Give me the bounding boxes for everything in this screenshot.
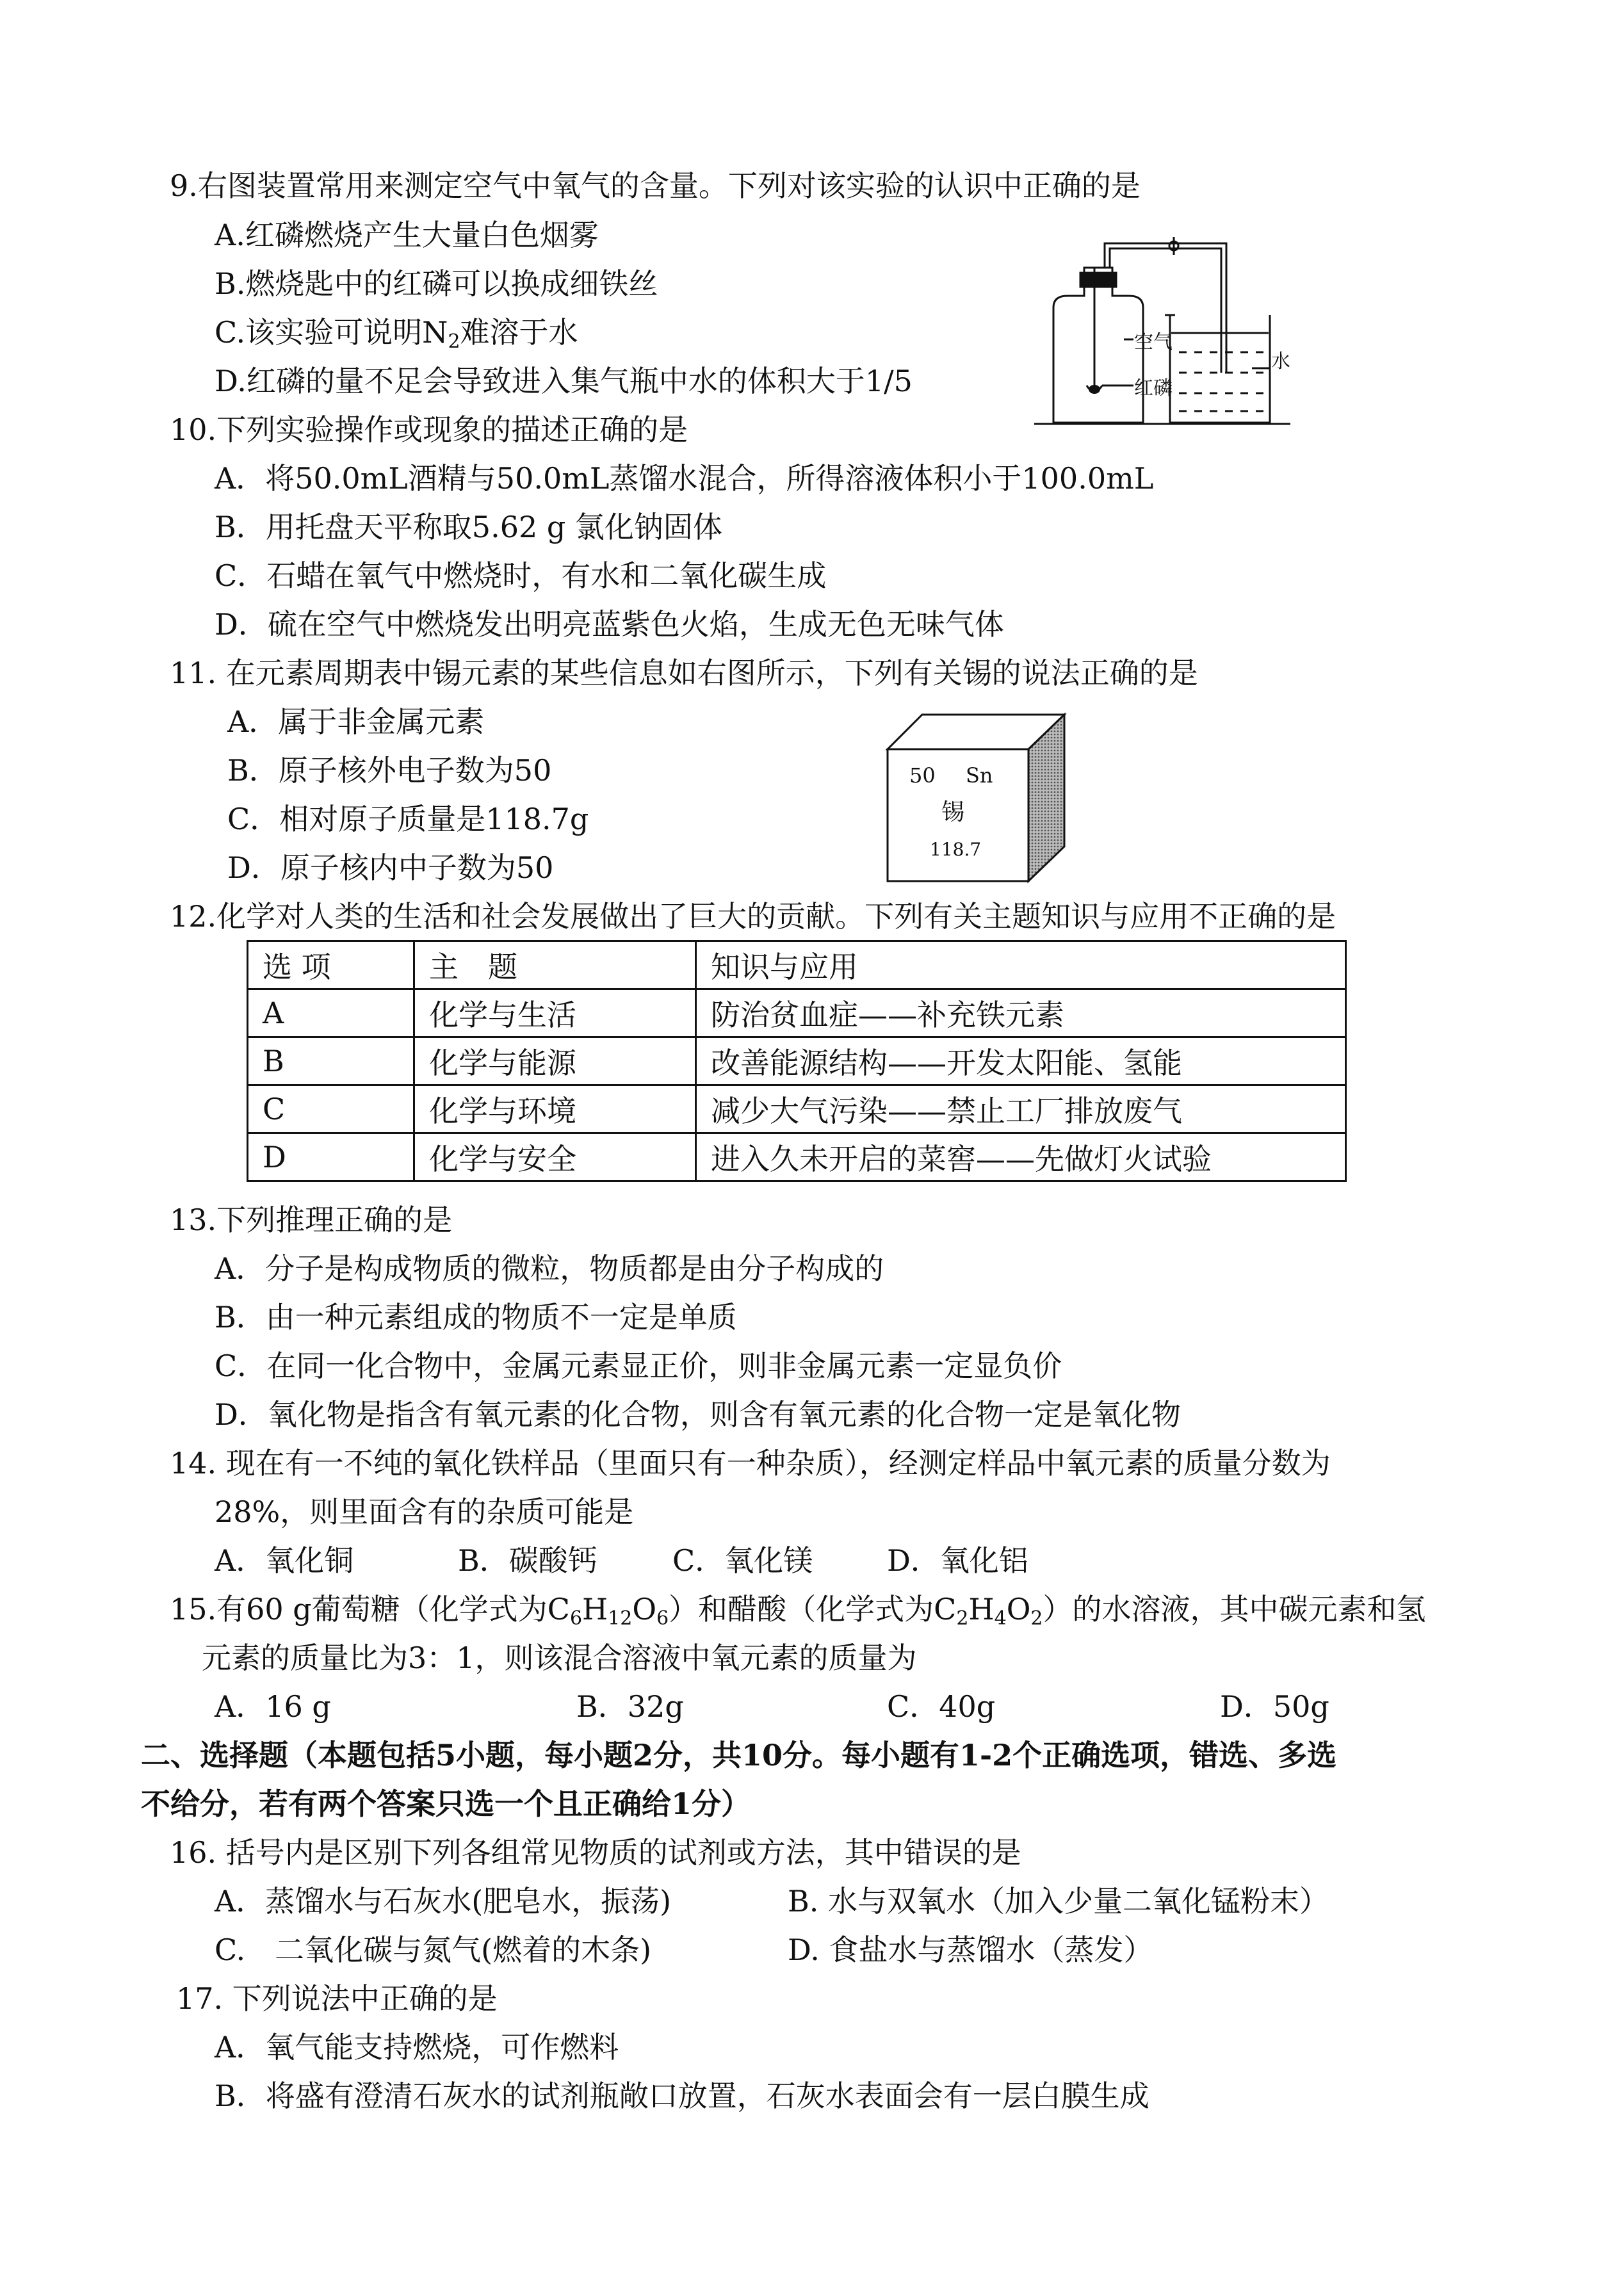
table-cell: D xyxy=(248,1133,414,1181)
q15-stem-line1 xyxy=(170,1592,1426,1630)
table-cell: 改善能源结构——开发太阳能、氢能 xyxy=(696,1037,1346,1085)
q11-option-d: D．原子核内中子数为50 xyxy=(227,850,554,885)
tin-symbol: Sn xyxy=(966,763,993,788)
section-2-heading-line1: 二、选择题（本题包括5小题，每小题2分，共10分。每小题有1-2个正确选项，错选、多选 xyxy=(141,1738,1337,1772)
tin-atomic-number: 50 xyxy=(909,763,936,788)
table-cell: 化学与安全 xyxy=(414,1133,696,1181)
q14-stem-line1: 14. 现在有一不纯的氧化铁样品（里面只有一种杂质），经测定样品中氧元素的质量分数为 xyxy=(170,1446,1331,1480)
q9-option-a: A.红磷燃烧产生大量白色烟雾 xyxy=(215,218,599,252)
q15-option-b: B．32g xyxy=(576,1689,684,1724)
q12-stem: 12.化学对人类的生活和社会发展做出了巨大的贡献。下列有关主题知识与应用不正确的是 xyxy=(170,899,1336,934)
q13-option-a: A．分子是构成物质的微粒，物质都是由分子构成的 xyxy=(215,1251,884,1286)
q11-option-b: B．原子核外电子数为50 xyxy=(227,753,552,788)
q13-option-b: B．由一种元素组成的物质不一定是单质 xyxy=(215,1300,737,1334)
q13-option-d: D．氧化物是指含有氧元素的化合物，则含有氧元素的化合物一定是氧化物 xyxy=(215,1397,1181,1432)
table-cell: 减少大气污染——禁止工厂排放废气 xyxy=(696,1085,1346,1133)
q15-option-d: D．50g xyxy=(1220,1689,1329,1724)
table-cell: 化学与能源 xyxy=(414,1037,696,1085)
q16-option-b: B. 水与双氧水（加入少量二氧化锰粉末） xyxy=(788,1884,1329,1918)
q9-option-d: D.红磷的量不足会导致进入集气瓶中水的体积大于1/5 xyxy=(215,364,913,398)
q15-stem-part: ）和醋酸（化学式为C xyxy=(669,1592,957,1626)
q15-stem-part: O xyxy=(632,1592,657,1626)
label-air: 空气 xyxy=(1134,331,1173,353)
tin-atomic-mass: 118.7 xyxy=(930,839,982,860)
label-water: 水 xyxy=(1271,350,1290,373)
table-cell: 化学与环境 xyxy=(414,1085,696,1133)
q14-option-a: A．氧化铜 xyxy=(215,1543,354,1578)
q9-option-c-tail: 难溶于水 xyxy=(460,315,578,350)
q9-option-c xyxy=(215,315,578,353)
table-header-knowledge: 知识与应用 xyxy=(696,941,1346,989)
section-2-heading-line2: 不给分，若有两个答案只选一个且正确给1分） xyxy=(141,1787,751,1821)
q14-stem-line2: 28%，则里面含有的杂质可能是 xyxy=(215,1495,634,1529)
q15-stem-part: H xyxy=(582,1592,608,1626)
q10-option-b: B．用托盘天平称取5.62 g 氯化钠固体 xyxy=(215,510,722,544)
q14-option-c: C．氧化镁 xyxy=(672,1543,813,1578)
q16-option-a: A．蒸馏水与石灰水(肥皂水，振荡) xyxy=(215,1884,672,1918)
q15-sub: 12 xyxy=(608,1607,633,1630)
q15-sub: 2 xyxy=(1030,1607,1043,1630)
q15-stem-line2: 元素的质量比为3：1，则该混合溶液中氧元素的质量为 xyxy=(202,1641,917,1675)
table-cell: A xyxy=(248,989,414,1037)
q11-stem: 11. 在元素周期表中锡元素的某些信息如右图所示，下列有关锡的说法正确的是 xyxy=(170,656,1198,690)
q12-table xyxy=(247,940,1347,1182)
q15-stem-part: H xyxy=(968,1592,995,1626)
q13-stem: 13.下列推理正确的是 xyxy=(170,1203,453,1237)
table-cell: C xyxy=(248,1085,414,1133)
q11-option-c: C．相对原子质量是118.7g xyxy=(227,802,589,836)
q14-option-d: D．氧化铝 xyxy=(887,1543,1028,1578)
table-header-topic: 主 题 xyxy=(414,941,696,989)
oxygen-apparatus-figure xyxy=(1028,237,1297,429)
table-cell: 化学与生活 xyxy=(414,989,696,1037)
table-row xyxy=(248,1037,1346,1085)
q17-option-b: B．将盛有澄清石灰水的试剂瓶敞口放置，石灰水表面会有一层白膜生成 xyxy=(215,2079,1149,2113)
table-header-row xyxy=(248,941,1346,989)
q15-sub: 6 xyxy=(569,1607,583,1630)
q9-option-b: B.燃烧匙中的红磷可以换成细铁丝 xyxy=(215,266,658,301)
q9-option-c-text: C.该实验可说明N xyxy=(215,315,448,350)
q15-option-c: C．40g xyxy=(887,1689,996,1724)
table-row xyxy=(248,1085,1346,1133)
table-header-option: 选 项 xyxy=(248,941,414,989)
table-cell: B xyxy=(248,1037,414,1085)
tin-element-cube xyxy=(884,711,1069,884)
q17-stem: 17. 下列说法中正确的是 xyxy=(176,1981,498,2016)
q13-option-c: C．在同一化合物中，金属元素显正价，则非金属元素一定显负价 xyxy=(215,1349,1062,1383)
q15-sub: 6 xyxy=(656,1607,669,1630)
label-red-phosphorus: 红磷 xyxy=(1134,377,1173,400)
q11-option-a: A．属于非金属元素 xyxy=(227,704,485,739)
q15-sub: 2 xyxy=(956,1607,969,1630)
q14-option-b: B．碳酸钙 xyxy=(458,1543,597,1578)
q15-sub: 4 xyxy=(994,1607,1007,1630)
q15-stem-part: O xyxy=(1006,1592,1031,1626)
q16-stem: 16. 括号内是区别下列各组常见物质的试剂或方法，其中错误的是 xyxy=(170,1835,1021,1870)
q10-option-c: C．石蜡在氧气中燃烧时，有水和二氧化碳生成 xyxy=(215,558,827,593)
q9-option-c-sub: 2 xyxy=(448,330,460,353)
q16-option-c: C. 二氧化碳与氮气(燃着的木条) xyxy=(215,1933,652,1967)
q16-option-d: D. 食盐水与蒸馏水（蒸发） xyxy=(788,1933,1153,1967)
q10-stem: 10.下列实验操作或现象的描述正确的是 xyxy=(170,412,688,447)
table-row xyxy=(248,989,1346,1037)
q15-option-a: A．16 g xyxy=(215,1689,331,1724)
q10-option-a: A．将50.0mL酒精与50.0mL蒸馏水混合，所得溶液体积小于100.0mL xyxy=(215,461,1154,496)
q9-stem: 9.右图装置常用来测定空气中氧气的含量。下列对该实验的认识中正确的是 xyxy=(170,168,1141,203)
q10-option-d: D．硫在空气中燃烧发出明亮蓝紫色火焰，生成无色无味气体 xyxy=(215,607,1004,642)
table-cell: 进入久未开启的菜窖——先做灯火试验 xyxy=(696,1133,1346,1181)
table-cell: 防治贫血症——补充铁元素 xyxy=(696,989,1346,1037)
q15-stem-part: 15.有60 g葡萄糖（化学式为C xyxy=(170,1592,570,1626)
tin-name: 锡 xyxy=(941,799,965,825)
q15-stem-part: ）的水溶液，其中碳元素和氢 xyxy=(1043,1592,1426,1626)
table-row xyxy=(248,1133,1346,1181)
q17-option-a: A．氧气能支持燃烧，可作燃料 xyxy=(215,2030,619,2064)
